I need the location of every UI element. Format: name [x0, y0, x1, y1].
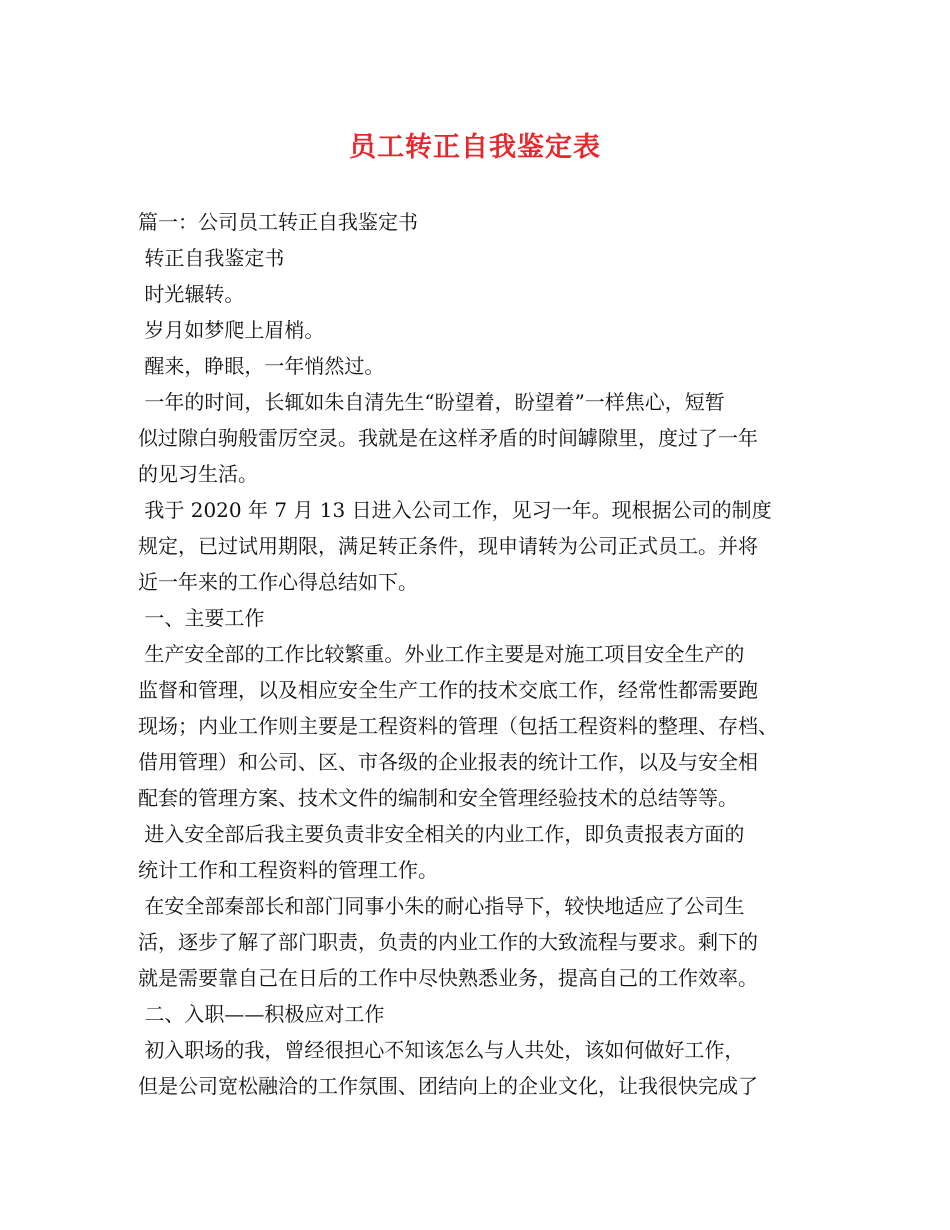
text-line: 时光辗转。: [138, 282, 245, 306]
text-line: 近一年来的工作心得总结如下。: [138, 570, 418, 594]
text-line: 进入安全部后我主要负责非安全相关的内业工作，即负责报表方面的: [138, 822, 745, 846]
section-heading: 一、主要工作: [138, 606, 265, 630]
text-line: 在安全部秦部长和部门同事小朱的耐心指导下，较快地适应了公司生: [138, 894, 745, 918]
text-line: 似过隙白驹般雷厉空灵。我就是在这样矛盾的时间罅隙里，度过了一年: [138, 426, 758, 450]
text-line: 岁月如梦爬上眉梢。: [138, 318, 325, 342]
text-line: 篇一：公司员工转正自我鉴定书: [138, 210, 418, 234]
text-line: 就是需要靠自己在日后的工作中尽快熟悉业务，提高自己的工作效率。: [138, 966, 758, 990]
text-line: 醒来，睁眼，一年悄然过。: [138, 354, 385, 378]
text-line: 活，逐步了解了部门职责，负责的内业工作的大致流程与要求。剩下的: [138, 930, 758, 954]
text-line: 转正自我鉴定书: [138, 246, 285, 270]
text-line: 配套的管理方案、技术文件的编制和安全管理经验技术的总结等等。: [138, 786, 738, 810]
document-title: 员工转正自我鉴定表: [349, 132, 601, 163]
text-line: 现场；内业工作则主要是工程资料的管理（包括工程资料的整理、存档、: [138, 714, 778, 738]
text-line: 统计工作和工程资料的管理工作。: [138, 858, 438, 882]
text-line: 但是公司宽松融洽的工作氛围、团结向上的企业文化，让我很快完成了: [138, 1074, 758, 1098]
text-line: 规定，已过试用期限，满足转正条件，现申请转为公司正式员工。并将: [138, 534, 758, 558]
text-line: 生产安全部的工作比较繁重。外业工作主要是对施工项目安全生产的: [138, 642, 745, 666]
text-line: 的见习生活。: [138, 462, 258, 486]
section-heading: 二、入职——积极应对工作: [138, 1002, 385, 1026]
text-line: 监督和管理，以及相应安全生产工作的技术交底工作，经常性都需要跑: [138, 678, 758, 702]
text-line: 初入职场的我，曾经很担心不知该怎么与人共处，该如何做好工作，: [138, 1038, 745, 1062]
text-line: 我于 2020 年 7 月 13 日进入公司工作，见习一年。现根据公司的制度: [138, 498, 772, 522]
text-line: 一年的时间，长辄如朱自清先生“盼望着，盼望着”一样焦心，短暂: [138, 390, 725, 414]
document-body: [138, 204, 828, 1104]
text-line: 借用管理）和公司、区、市各级的企业报表的统计工作，以及与安全相: [138, 750, 758, 774]
